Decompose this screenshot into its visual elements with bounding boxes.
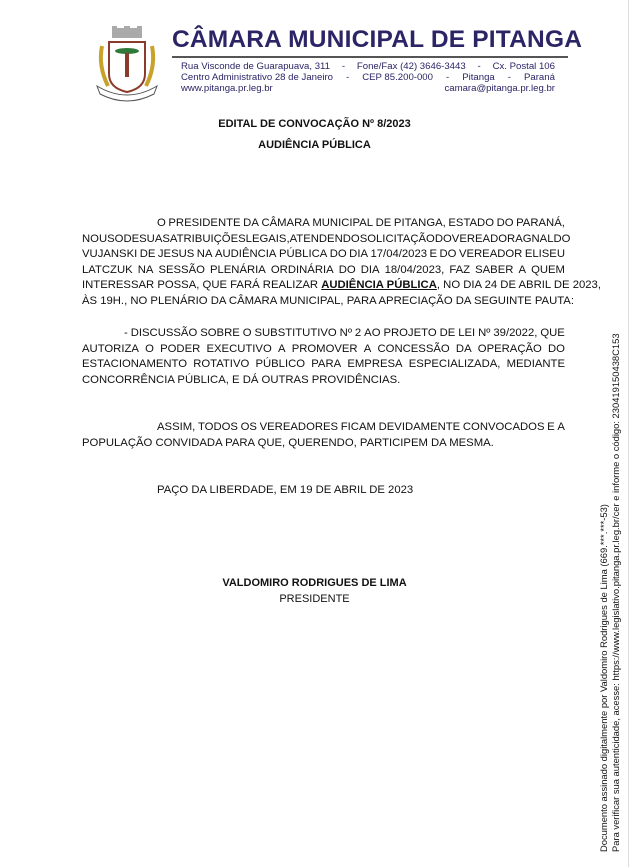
document-title: EDITAL DE CONVOCAÇÃO Nº 8/2023: [218, 118, 411, 130]
date-line: [157, 483, 629, 499]
signer-role: PRESIDENTE: [279, 593, 350, 605]
address-line-1: [181, 61, 555, 72]
cep: CEP 85.200-000: [362, 72, 433, 83]
text-line: LATCZUK NA SESSÃO PLENÁRIA ORDINÁRIA DO DIA 18/04/2023, FAZ SABER A QUEM: [82, 263, 565, 276]
document-subtitle: AUDIÊNCIA PÚBLICA: [258, 139, 371, 151]
separator: -: [477, 61, 481, 72]
text: , NO DIA 24 DE ABRIL DE 2023,: [436, 279, 601, 292]
text-line: PAÇO DA LIBERDADE, EM 19 DE ABRIL DE 2023: [157, 484, 414, 496]
paragraph-closing: [82, 420, 565, 451]
phone: Fone/Fax (42) 3646-3443: [356, 61, 466, 72]
postal-box: Cx. Postal 106: [492, 61, 555, 72]
text-line: [82, 278, 601, 294]
website-link[interactable]: www.pitanga.pr.leg.br: [181, 83, 273, 94]
city: Pitanga: [462, 72, 495, 83]
email-link[interactable]: camara@pitanga.pr.leg.br: [444, 83, 555, 94]
text-line: ESTACIONAMENTO ROTATIVO PÚBLICO PARA EMPRESA ESPECIALIZADA, MEDIANTE: [82, 358, 565, 371]
street-address: Rua Visconde de Guarapuava, 311: [181, 61, 330, 72]
address-line-2: [181, 72, 555, 83]
text-line: VUJANSKI DE JESUS NA AUDIÊNCIA PÚBLICA DO DIA 17/04/2023 E DO VEREADOR ELISEU: [82, 248, 565, 261]
text-line: ÀS 19H., NO PLENÁRIO DA CÂMARA MUNICIPAL, PARA APRECIAÇÃO DA SEGUINTE PAUTA:: [82, 294, 574, 307]
emphasis-audiencia-publica: AUDIÊNCIA PÚBLICA: [321, 279, 437, 292]
digital-signature-stamp: [598, 333, 621, 852]
building: Centro Administrativo 28 de Janeiro: [181, 72, 333, 83]
text-line: O PRESIDENTE DA CÂMARA MUNICIPAL DE PITANGA, ESTADO DO PARANÁ,: [157, 217, 565, 229]
separator: -: [341, 61, 346, 72]
state: Paraná: [524, 72, 555, 83]
institution-title: CÂMARA MUNICIPAL DE PITANGA: [172, 26, 583, 53]
text-line: CONCORRÊNCIA PÚBLICA, E DÁ OUTRAS PROVIDÊNCIAS.: [82, 373, 401, 386]
text-line: - DISCUSSÃO SOBRE O SUBSTITUTIVO Nº 2 AO PROJETO DE LEI Nº 39/2022, QUE: [124, 327, 565, 339]
address-line-3: [181, 83, 555, 94]
text: INTERESSAR POSSA, QUE FARÁ REALIZAR: [82, 279, 319, 292]
text-line: ASSIM, TODOS OS VEREADORES FICAM DEVIDAMENTE CONVOCADOS E A: [157, 421, 565, 433]
separator: -: [507, 72, 511, 83]
text-line: AUTORIZA O PODER EXECUTIVO A PROMOVER A CONCESSÃO DA OPERAÇÃO DO: [82, 342, 565, 355]
separator: -: [346, 72, 350, 83]
paragraph-agenda: [82, 326, 565, 388]
signer-name: VALDOMIRO RODRIGUES DE LIMA: [222, 577, 407, 589]
separator: -: [446, 72, 450, 83]
header-divider: [172, 56, 568, 58]
verification-line: Para verificar sua autenticidade, acesse: https://www.legislativo.pitanga.pr.leg.br/cer e informe o código: 230419150438C153: [609, 333, 621, 852]
paragraph-convocation: [82, 216, 601, 310]
signature-line: Documento assinado digitalmente por Valdomiro Rodrigues de Lima (669.***.***-53): [598, 504, 609, 852]
text-line: POPULAÇÃO CONVIDADA PARA QUE, QUERENDO, PARTICIPEM DA MESMA.: [82, 436, 494, 449]
text-line: NO USO DE SUAS ATRIBUIÇÕES LEGAIS, ATENDENDO SOLICITAÇÃO DO VEREADOR AGNALDO: [82, 232, 571, 245]
municipal-coat-of-arms-logo: [92, 26, 162, 102]
